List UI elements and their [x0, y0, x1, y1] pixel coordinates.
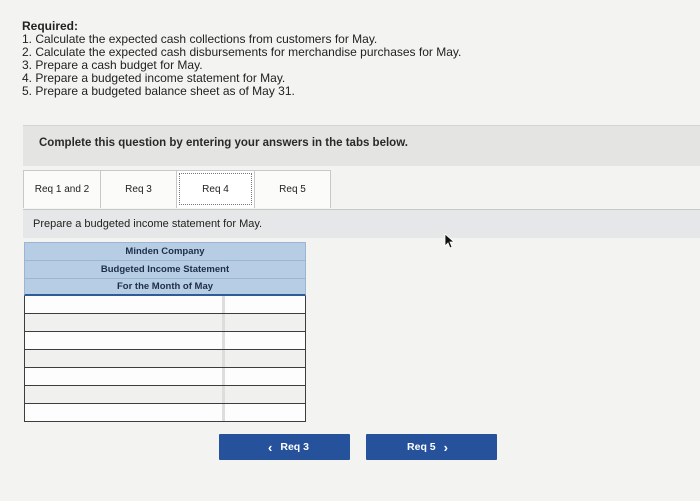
table-row: [24, 314, 306, 332]
line-item-select[interactable]: [24, 332, 225, 350]
required-heading: Required:: [22, 19, 79, 33]
income-statement-table: [24, 242, 306, 422]
statement-period: For the Month of May: [24, 278, 306, 296]
chevron-left-icon: ‹: [268, 439, 273, 455]
amount-input[interactable]: [225, 296, 306, 314]
line-item-select[interactable]: [24, 404, 225, 422]
company-name: Minden Company: [24, 242, 306, 260]
tab-bar: [23, 170, 330, 210]
banner-text: Complete this question by entering your answers in the tabs below.: [39, 137, 408, 149]
tab-req-5[interactable]: Req 5: [254, 170, 331, 208]
previous-req-label: Req 3: [280, 441, 309, 453]
statement-title: Budgeted Income Statement: [24, 260, 306, 278]
next-req-button[interactable]: [366, 434, 497, 460]
table-row: [24, 296, 306, 314]
amount-input[interactable]: [225, 404, 306, 422]
tab-req-3[interactable]: Req 3: [100, 170, 177, 208]
line-item-select[interactable]: [24, 314, 225, 332]
mouse-cursor-icon: [444, 233, 456, 249]
line-item-select[interactable]: [24, 296, 225, 314]
instruction-banner: [23, 125, 700, 166]
next-req-label: Req 5: [407, 441, 436, 453]
previous-req-button[interactable]: [219, 434, 350, 460]
tab-instruction: [23, 210, 700, 238]
amount-input[interactable]: [225, 368, 306, 386]
table-row: [24, 404, 306, 422]
table-row: [24, 350, 306, 368]
table-row: [24, 386, 306, 404]
line-item-select[interactable]: [24, 368, 225, 386]
requirement-item: 3. Prepare a cash budget for May.: [22, 58, 203, 72]
requirements-list: [22, 33, 461, 98]
requirement-item: 5. Prepare a budgeted balance sheet as of May 31.: [22, 84, 295, 98]
requirement-item: 2. Calculate the expected cash disbursements for merchandise purchases for May.: [22, 45, 462, 59]
amount-input[interactable]: [225, 350, 306, 368]
line-item-select[interactable]: [24, 386, 225, 404]
tab-req-4[interactable]: Req 4: [176, 170, 255, 208]
requirement-item: 4. Prepare a budgeted income statement for May.: [22, 71, 286, 85]
instruction-text: Prepare a budgeted income statement for May.: [33, 218, 263, 230]
table-row: [24, 368, 306, 386]
tab-req-1-and-2[interactable]: Req 1 and 2: [23, 170, 101, 208]
chevron-right-icon: ›: [443, 439, 448, 455]
amount-input[interactable]: [225, 386, 306, 404]
requirement-item: 1. Calculate the expected cash collections from customers for May.: [22, 32, 378, 46]
table-row: [24, 332, 306, 350]
requirements: [22, 20, 461, 98]
amount-input[interactable]: [225, 332, 306, 350]
amount-input[interactable]: [225, 314, 306, 332]
line-item-select[interactable]: [24, 350, 225, 368]
